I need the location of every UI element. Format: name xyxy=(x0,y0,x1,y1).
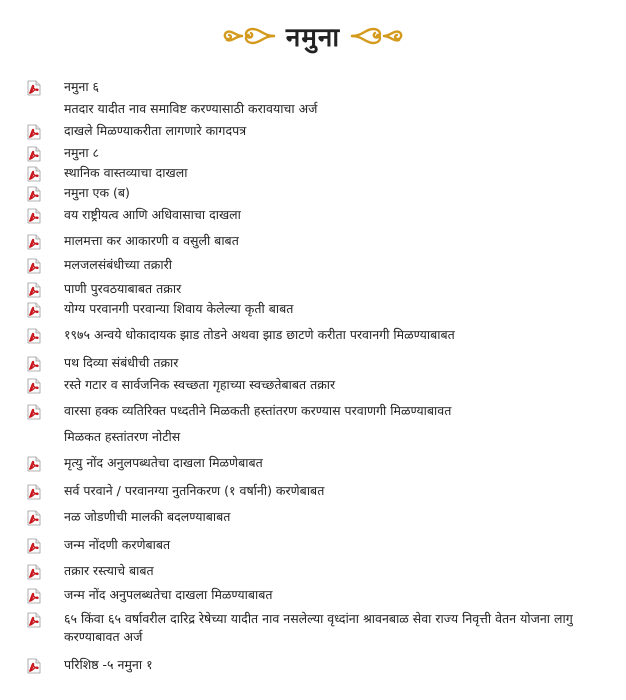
pdf-icon[interactable] xyxy=(27,234,41,250)
pdf-icon[interactable] xyxy=(27,658,41,674)
document-link[interactable]: वय राष्ट्रीयत्व आणि अधिवासाचा दाखला xyxy=(64,207,241,222)
document-link[interactable]: पाणी पुरवठयाबाबत तक्रार xyxy=(64,281,182,296)
document-link[interactable]: नमुना एक (ब) xyxy=(64,185,130,200)
document-link[interactable]: नमुना ६ xyxy=(64,79,100,94)
pdf-icon[interactable] xyxy=(27,80,41,96)
document-link[interactable]: वारसा हक्क व्यतिरिक्त पध्दतीने मिळकती हस्तांतरण करण्यास परवाणगी मिळण्याबावत xyxy=(64,403,452,418)
document-link[interactable]: नमुना ८ xyxy=(64,145,100,160)
pdf-icon[interactable] xyxy=(27,166,41,182)
pdf-icon[interactable] xyxy=(27,484,41,500)
document-link[interactable]: परिशिष्ठ -५ नमुना १ xyxy=(64,657,153,672)
document-link[interactable]: मृत्यु नोंद अनुलपब्धतेचा दाखला मिळणेबाबत xyxy=(64,455,263,470)
document-link[interactable]: मालमत्ता कर आकारणी व वसुली बाबत xyxy=(64,233,239,248)
pdf-icon[interactable] xyxy=(27,208,41,224)
pdf-icon[interactable] xyxy=(27,538,41,554)
document-link[interactable]: नळ जोडणीची मालकी बदलण्याबाबत xyxy=(64,509,231,524)
pdf-icon[interactable] xyxy=(27,328,41,344)
document-link[interactable]: मतदार यादीत नाव समाविष्ट करण्यासाठी करावयाचा अर्ज xyxy=(64,101,318,116)
pdf-icon[interactable] xyxy=(27,612,41,628)
pdf-icon[interactable] xyxy=(27,302,41,318)
pdf-icon[interactable] xyxy=(27,146,41,162)
document-link[interactable]: तक्रार रस्त्याचे बाबत xyxy=(64,563,154,578)
document-link[interactable]: जन्म नोंद अनुपलब्धतेचा दाखला मिळण्याबाबत xyxy=(64,587,273,602)
document-link[interactable]: मलजलसंबंधीच्या तक्रारी xyxy=(64,257,172,272)
document-link[interactable]: दाखले मिळण्याकरीता लागणारे कागदपत्र xyxy=(64,123,247,138)
pdf-icon[interactable] xyxy=(27,404,41,420)
pdf-icon[interactable] xyxy=(27,588,41,604)
pdf-icon[interactable] xyxy=(27,258,41,274)
document-link[interactable]: जन्म नोंदणी करणेबाबत xyxy=(64,537,171,552)
document-link[interactable]: ६५ किंवा ६५ वर्षावरील दारिद्र रेषेच्या यादीत नाव नसलेल्या वृध्दांना श्रावनबाळ सेवा राज्य निवृत्ती वेतन योजना लागु करण्याबावत अर्ज xyxy=(64,611,573,644)
document-label: मिळकत हस्तांतरण नोटीस xyxy=(64,429,181,444)
document-link[interactable]: रस्ते गटार व सार्वजनिक स्वच्छता गृहाच्या स्वच्छतेबाबत तक्रार xyxy=(64,377,336,392)
pdf-icon[interactable] xyxy=(27,356,41,372)
document-link[interactable]: १९७५ अन्वये धोकादायक झाड तोडने अथवा झाड छाटणे करीता परवानगी मिळण्याबाबत xyxy=(64,327,455,342)
pdf-icon[interactable] xyxy=(27,124,41,140)
page-title: नमुना xyxy=(285,23,341,53)
pdf-icon[interactable] xyxy=(27,510,41,526)
pdf-icon[interactable] xyxy=(27,456,41,472)
pdf-icon[interactable] xyxy=(27,186,41,202)
pdf-icon[interactable] xyxy=(27,282,41,298)
document-link[interactable]: स्थानिक वास्तव्याचा दाखला xyxy=(64,165,188,180)
pdf-icon[interactable] xyxy=(27,564,41,580)
document-link[interactable]: योग्य परवानगी परवान्या शिवाय केलेल्या कृती बाबत xyxy=(64,301,294,316)
pdf-icon[interactable] xyxy=(27,378,41,394)
document-link[interactable]: सर्व परवाने / परवानग्या नुतनिकरण (१ वर्षानी) करणेबाबत xyxy=(64,483,325,498)
document-link[interactable]: पथ दिव्या संबंधीची तक्रार xyxy=(64,355,179,370)
